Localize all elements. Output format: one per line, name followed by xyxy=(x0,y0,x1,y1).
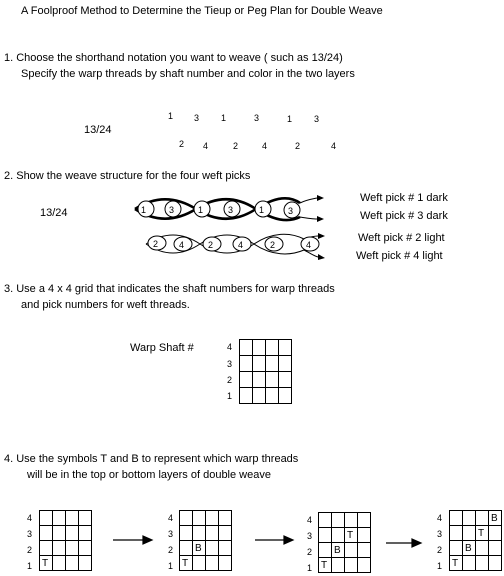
g1-cell-T: T xyxy=(42,558,49,569)
step1-instruction: 1. Choose the shorthand notation you want to weave ( such as 13/24) xyxy=(4,52,343,64)
light-label-5: 2 xyxy=(270,240,276,250)
warp-bottom-4: 4 xyxy=(262,141,268,151)
light-label-4: 4 xyxy=(238,240,244,250)
g4-cell-B: B xyxy=(465,543,472,554)
step2-notation: 13/24 xyxy=(40,207,68,219)
step3-instruction-2: and pick numbers for weft threads. xyxy=(21,299,190,311)
step1-instruction-2: Specify the warp threads by shaft number and color in the two layers xyxy=(21,68,355,80)
row-number-3: 3 xyxy=(227,359,233,369)
g3-cell-T: T xyxy=(321,560,328,571)
g2-row-1: 1 xyxy=(168,561,174,571)
g4-cell-T2: T xyxy=(478,528,485,539)
row-number-4: 4 xyxy=(227,342,233,352)
light-label-6: 4 xyxy=(306,240,312,250)
warp-bottom-1: 2 xyxy=(179,139,185,149)
g4-row-4: 4 xyxy=(437,513,443,523)
warp-bottom-2: 4 xyxy=(203,141,209,151)
warp-top-6: 3 xyxy=(314,114,320,124)
g3-cell-T2: T xyxy=(347,530,354,541)
dark-label-6: 3 xyxy=(288,206,294,216)
weft-pick-2-label: Weft pick # 2 light xyxy=(358,232,445,244)
warp-bottom-3: 2 xyxy=(233,141,239,151)
g2-cell-B: B xyxy=(195,543,202,554)
dark-label-5: 1 xyxy=(259,205,265,215)
step4-instruction: 4. Use the symbols T and B to represent which warp threads xyxy=(4,453,299,465)
light-label-1: 2 xyxy=(153,239,159,249)
weft-pick-4-label: Weft pick # 4 light xyxy=(356,250,443,262)
g4-row-1: 1 xyxy=(437,561,443,571)
g3-row-2: 2 xyxy=(307,547,313,557)
g1-row-4: 4 xyxy=(27,513,33,523)
g2-row-3: 3 xyxy=(168,529,174,539)
warp-top-3: 1 xyxy=(221,113,227,123)
g1-row-2: 2 xyxy=(27,545,33,555)
weft-pick-3-label: Weft pick # 3 dark xyxy=(360,210,448,222)
warp-bottom-6: 4 xyxy=(331,141,337,151)
g4-cell-T: T xyxy=(452,558,459,569)
warp-top-4: 3 xyxy=(254,113,260,123)
step1-notation: 13/24 xyxy=(84,124,112,136)
step2-instruction: 2. Show the weave structure for the four weft picks xyxy=(4,170,251,182)
g4-row-3: 3 xyxy=(437,529,443,539)
g3-cell-B: B xyxy=(334,545,341,556)
g3-row-3: 3 xyxy=(307,531,313,541)
step4-instruction-2: will be in the top or bottom layers of double weave xyxy=(27,469,271,481)
light-label-3: 2 xyxy=(208,240,214,250)
dark-label-1: 1 xyxy=(141,205,147,215)
light-label-2: 4 xyxy=(179,240,185,250)
g3-row-1: 1 xyxy=(307,563,313,573)
warp-top-1: 1 xyxy=(168,111,174,121)
g3-row-4: 4 xyxy=(307,515,313,525)
row-number-2: 2 xyxy=(227,375,233,385)
g2-row-2: 2 xyxy=(168,545,174,555)
g1-row-1: 1 xyxy=(27,561,33,571)
g4-row-2: 2 xyxy=(437,545,443,555)
warp-shaft-label: Warp Shaft # xyxy=(130,342,194,354)
g4-cell-B2: B xyxy=(491,513,498,524)
g2-cell-T: T xyxy=(182,558,189,569)
weft-pick-1-label: Weft pick # 1 dark xyxy=(360,192,448,204)
warp-bottom-5: 2 xyxy=(295,141,301,151)
step3-instruction: 3. Use a 4 x 4 grid that indicates the shaft numbers for warp threads xyxy=(4,283,335,295)
warp-top-5: 1 xyxy=(287,114,293,124)
warp-top-2: 3 xyxy=(194,113,200,123)
dark-label-3: 1 xyxy=(198,205,204,215)
dark-label-4: 3 xyxy=(228,205,234,215)
page-title: A Foolproof Method to Determine the Tieup or Peg Plan for Double Weave xyxy=(21,5,383,17)
dark-label-2: 3 xyxy=(169,205,175,215)
g1-row-3: 3 xyxy=(27,529,33,539)
row-number-1: 1 xyxy=(227,391,233,401)
g2-row-4: 4 xyxy=(168,513,174,523)
